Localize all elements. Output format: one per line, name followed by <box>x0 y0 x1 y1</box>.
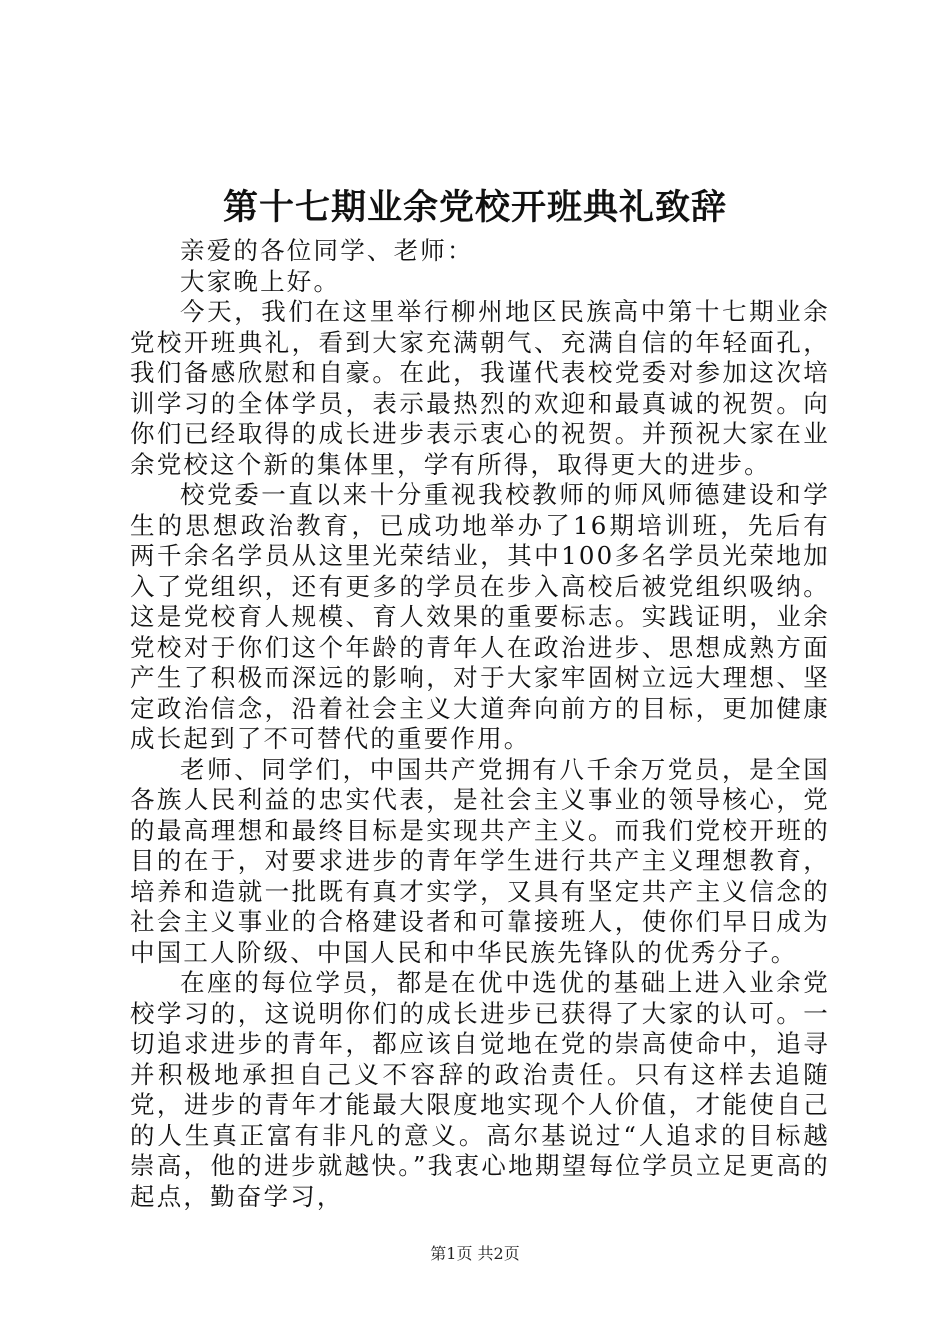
document-title: 第十七期业余党校开班典礼致辞 <box>222 187 727 228</box>
greeting: 大家晚上好。 <box>180 266 341 296</box>
salutation: 亲爱的各位同学、老师： <box>180 236 474 265</box>
paragraph: 老师、同学们，中国共产党拥有八千余万党员，是全国各族人民利益的忠实代表，是社会主义事业的领导核心，党的最高理想和最终目标是实现共产主义。而我们党校开班的目的在于，对要求进步的青年学生进行共产主义理想教育，培养和造就一批既有真才实学，又具有坚定共产主义信念的社会主义事业的合格建设者和可靠接班人，使你们早日成为中国工人阶级、中国人民和中华民族先锋队的优秀分子。 <box>130 754 830 967</box>
paragraph: 校党委一直以来十分重视我校教师的师风师德建设和学生的思想政治教育，已成功地举办了16期培训班，先后有两千余名学员从这里光荣结业，其中100多名学员光荣地加入了党组织，还有更多的学员在步入高校后被党组织吸纳。这是党校育人规模、育人效果的重要标志。实践证明，业余党校对于你们这个年龄的青年人在政治进步、思想成熟方面产生了积极而深远的影响，对于大家牢固树立远大理想、坚定政治信念，沿着社会主义大道奔向前方的目标，更加健康成长起到了不可替代的重要作用。 <box>130 480 830 753</box>
paragraph: 在座的每位学员，都是在优中选优的基础上进入业余党校学习的，这说明你们的成长进步已获得了大家的认可。一切追求进步的青年，都应该自觉地在党的崇高使命中，追寻并积极地承担自己义不容辞的政治责任。只有这样去追随党，进步的青年才能最大限度地实现个人价值，才能使自己的人生真正富有非凡的意义。高尔基说过“人追求的目标越崇高，他的进步就越快。”我衷心地期望每位学员立足更高的起点，勤奋学习， <box>130 968 830 1211</box>
paragraph: 今天，我们在这里举行柳州地区民族高中第十七期业余党校开班典礼，看到大家充满朝气、充满自信的年轻面孔，我们备感欣慰和自豪。在此，我谨代表校党委对参加这次培训学习的全体学员，表示最热烈的欢迎和最真诚的祝贺。向你们已经取得的成长进步表示衷心的祝贺。并预祝大家在业余党校这个新的集体里，学有所得，取得更大的进步。 <box>130 297 830 479</box>
document-body <box>130 236 830 1212</box>
page-number-footer: 第1页 共2页 <box>430 1244 520 1263</box>
